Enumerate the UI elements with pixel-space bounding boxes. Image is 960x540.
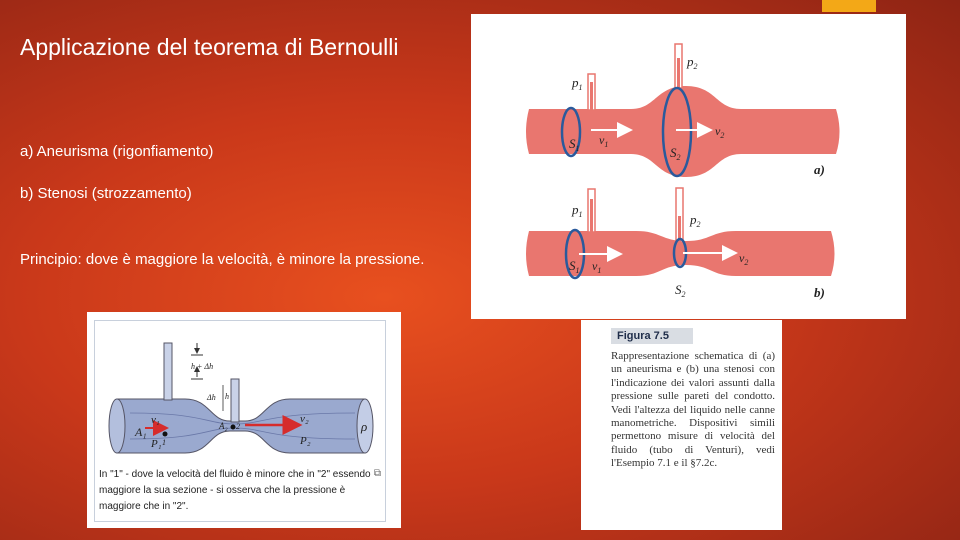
panel-b-stenosis — [526, 188, 835, 300]
svg-text:S1: $S_1$ — [569, 136, 580, 153]
svg-text:S1: $S_1$ — [569, 258, 580, 275]
venturi-manometer-2 — [231, 379, 239, 422]
label-pt1: 1 — [162, 438, 166, 447]
svg-text:v1: $v_1$ — [599, 133, 609, 149]
label-p2-b: p — [690, 212, 697, 227]
label-h: h — [225, 392, 229, 401]
svg-text:S2: $S_2$ — [670, 145, 681, 162]
panel-a-label: a) — [814, 162, 825, 177]
label-a1: A₁ — [135, 425, 147, 439]
label-p1-b: p — [572, 202, 579, 217]
label-rho: ρ — [361, 419, 368, 434]
svg-text:p2: $p_2$ — [690, 212, 701, 229]
label-a2: A₂ — [219, 421, 228, 431]
aneurysm-stenosis-figure — [471, 14, 906, 319]
label-v1: v₁ — [151, 414, 160, 426]
svg-text:p1: $p_1$ — [572, 202, 583, 219]
aneurysm-vessel — [526, 86, 840, 177]
label-h-dh: h + Δh — [191, 362, 214, 371]
label-s1-b: S — [569, 258, 576, 273]
figure-caption-box — [581, 320, 782, 530]
label-v2-a: v — [715, 124, 721, 138]
svg-text:S2: $S_2$ — [675, 282, 686, 299]
label-p2-a: p — [687, 54, 694, 69]
label-dh: Δh — [207, 393, 216, 402]
panel-b-label: b) — [814, 285, 825, 300]
bullet-aneurysm: a) Aneurisma (rigonfiamento) — [20, 143, 214, 160]
label-s2-a: S — [670, 145, 677, 160]
panel-a-aneurysm — [526, 44, 840, 177]
label-v2-b: v — [739, 251, 745, 265]
bullet-stenosis: b) Stenosi (strozzamento) — [20, 185, 192, 202]
svg-text:p1: $p_1$ — [572, 75, 583, 92]
venturi-figure — [87, 312, 401, 528]
figure-number: Figura 7.5 — [611, 328, 693, 344]
svg-text:v2: $v_2$ — [739, 251, 749, 267]
label-v2: v₂ — [300, 413, 309, 425]
label-v1-b: v — [592, 259, 598, 273]
principle-text: Principio: dove è maggiore la velocità, è minore la pressione. — [20, 251, 425, 268]
label-pt2: 2 — [236, 422, 240, 431]
label-v1-a: v — [599, 133, 605, 147]
svg-text:v2: $v_2$ — [715, 124, 725, 140]
enlarge-icon: ⧉ — [373, 468, 381, 479]
svg-text:v1: $v_1$ — [592, 259, 602, 275]
label-s2-b: S — [675, 282, 682, 297]
slide-title: Applicazione del teorema di Bernoulli — [20, 34, 399, 60]
figure-caption-text: Rappresentazione schematica di (a) un aneurisma e (b) una stenosi con l'indicazione dei valori assunti dalla pressione sulle pareti del condotto. Vedi l'altezza del liquido nelle canne manometriche. Dispositivi simili permettono misure di velocità del fluido (tubo di Venturi), vedi l'Esempio 7.1 e il §7.2c. — [611, 350, 775, 470]
venturi-manometer-1 — [164, 343, 172, 400]
venturi-caption: In "1" - dove la velocità del fluido è minore che in "2" essendo maggiore la sua sezione - si osserva che la pressione è maggiore che in "2". — [99, 469, 371, 512]
venturi-frame — [94, 320, 386, 522]
label-p1-a: p — [572, 75, 579, 90]
accent-bar — [822, 0, 876, 12]
label-s1-a: S — [569, 136, 576, 151]
svg-text:p2: $p_2$ — [687, 54, 698, 71]
label-p2: P₂ — [300, 435, 311, 447]
label-p1: P₁ — [151, 438, 162, 450]
